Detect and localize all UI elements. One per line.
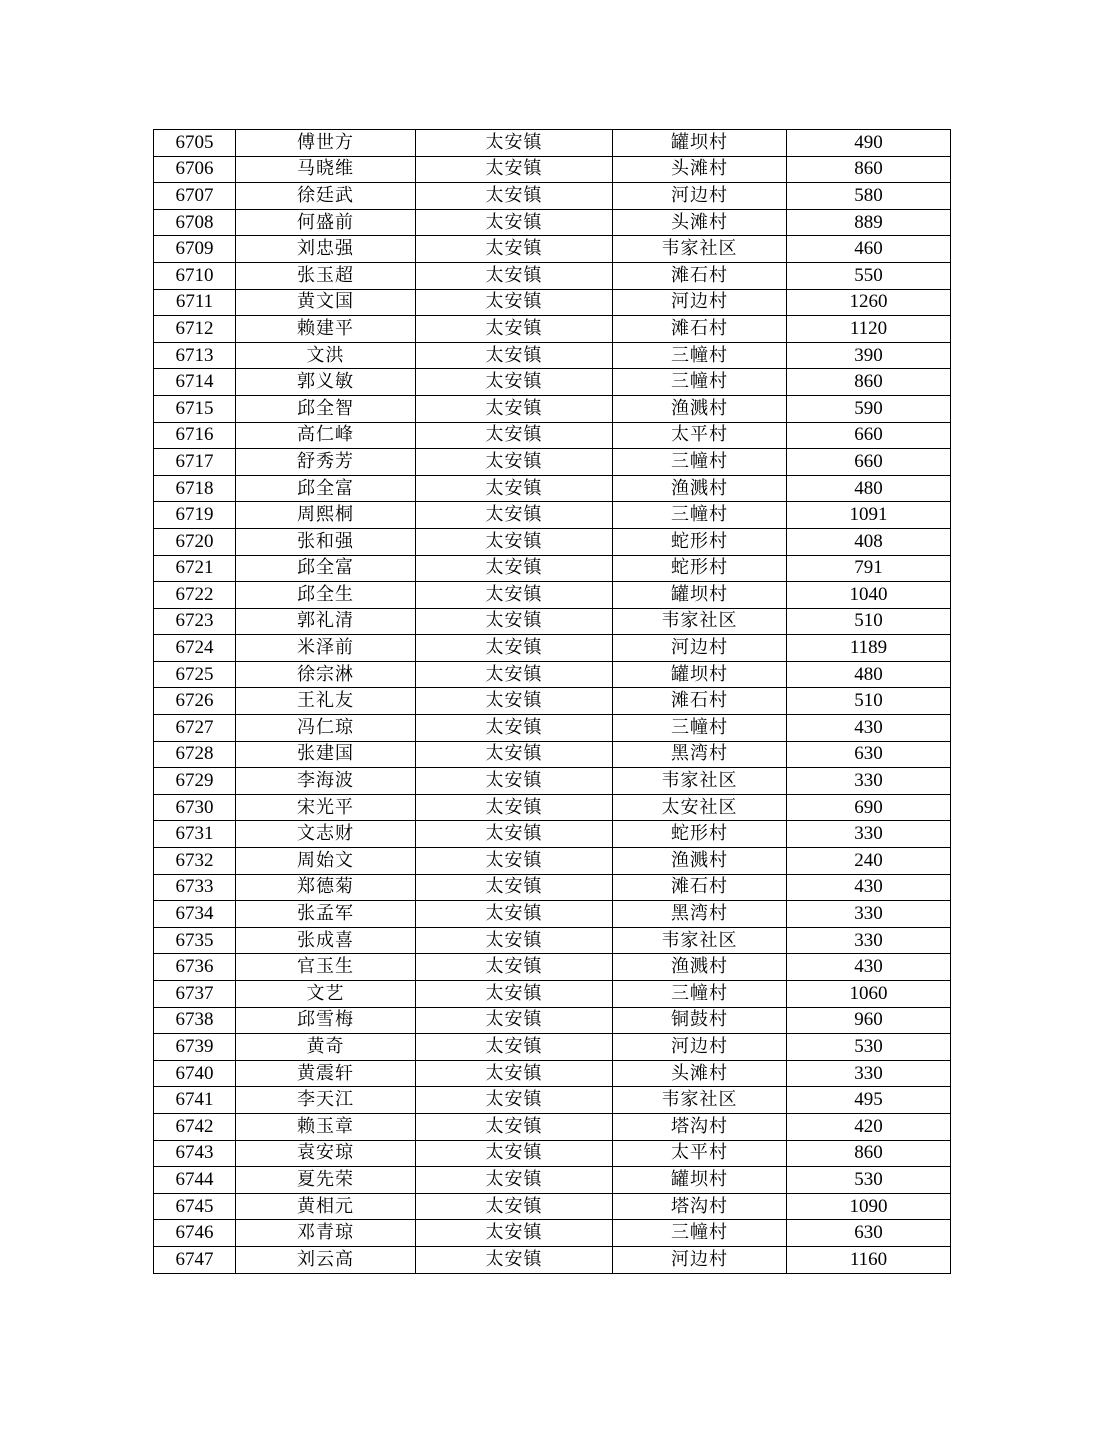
table-row (154, 688, 951, 715)
table-row (154, 369, 951, 396)
village-cell: 渔溅村 (613, 848, 787, 875)
table-row (154, 954, 951, 981)
amount-cell: 510 (787, 608, 951, 635)
table-row (154, 741, 951, 768)
row-number-cell: 6735 (154, 927, 236, 954)
name-cell: 何盛前 (236, 209, 416, 236)
name-cell: 李天江 (236, 1087, 416, 1114)
village-cell: 河边村 (613, 1034, 787, 1061)
amount-cell: 690 (787, 794, 951, 821)
village-cell: 渔溅村 (613, 395, 787, 422)
row-number-cell: 6736 (154, 954, 236, 981)
table-row (154, 1220, 951, 1247)
amount-cell: 430 (787, 954, 951, 981)
name-cell: 郭礼清 (236, 608, 416, 635)
name-cell: 刘云高 (236, 1246, 416, 1273)
village-cell: 头滩村 (613, 156, 787, 183)
town-cell: 太安镇 (416, 635, 613, 662)
village-cell: 蛇形村 (613, 821, 787, 848)
name-cell: 傅世方 (236, 130, 416, 157)
row-number-cell: 6737 (154, 981, 236, 1008)
village-cell: 罐坝村 (613, 1167, 787, 1194)
name-cell: 张玉超 (236, 262, 416, 289)
village-cell: 蛇形村 (613, 528, 787, 555)
name-cell: 袁安琼 (236, 1140, 416, 1167)
amount-cell: 420 (787, 1113, 951, 1140)
amount-cell: 330 (787, 821, 951, 848)
town-cell: 太安镇 (416, 262, 613, 289)
row-number-cell: 6726 (154, 688, 236, 715)
name-cell: 李海波 (236, 768, 416, 795)
town-cell: 太安镇 (416, 1246, 613, 1273)
row-number-cell: 6720 (154, 528, 236, 555)
table-row (154, 130, 951, 157)
amount-cell: 860 (787, 156, 951, 183)
village-cell: 韦家社区 (613, 1087, 787, 1114)
name-cell: 文洪 (236, 342, 416, 369)
name-cell: 赖玉章 (236, 1113, 416, 1140)
table-row (154, 236, 951, 263)
table-row (154, 289, 951, 316)
row-number-cell: 6714 (154, 369, 236, 396)
amount-cell: 330 (787, 768, 951, 795)
village-cell: 滩石村 (613, 874, 787, 901)
row-number-cell: 6733 (154, 874, 236, 901)
table-row (154, 316, 951, 343)
amount-cell: 460 (787, 236, 951, 263)
amount-cell: 860 (787, 1140, 951, 1167)
town-cell: 太安镇 (416, 741, 613, 768)
amount-cell: 330 (787, 927, 951, 954)
town-cell: 太安镇 (416, 369, 613, 396)
town-cell: 太安镇 (416, 1060, 613, 1087)
name-cell: 高仁峰 (236, 422, 416, 449)
town-cell: 太安镇 (416, 1220, 613, 1247)
amount-cell: 390 (787, 342, 951, 369)
table-row (154, 635, 951, 662)
row-number-cell: 6715 (154, 395, 236, 422)
village-cell: 太平村 (613, 422, 787, 449)
table-row (154, 715, 951, 742)
town-cell: 太安镇 (416, 954, 613, 981)
row-number-cell: 6732 (154, 848, 236, 875)
row-number-cell: 6721 (154, 555, 236, 582)
name-cell: 张和强 (236, 528, 416, 555)
town-cell: 太安镇 (416, 794, 613, 821)
row-number-cell: 6734 (154, 901, 236, 928)
table-row (154, 502, 951, 529)
village-cell: 黑湾村 (613, 741, 787, 768)
name-cell: 赖建平 (236, 316, 416, 343)
town-cell: 太安镇 (416, 156, 613, 183)
row-number-cell: 6713 (154, 342, 236, 369)
town-cell: 太安镇 (416, 528, 613, 555)
amount-cell: 480 (787, 475, 951, 502)
village-cell: 渔溅村 (613, 475, 787, 502)
amount-cell: 1090 (787, 1193, 951, 1220)
table-row (154, 475, 951, 502)
amount-cell: 1060 (787, 981, 951, 1008)
name-cell: 郑德菊 (236, 874, 416, 901)
row-number-cell: 6742 (154, 1113, 236, 1140)
village-cell: 河边村 (613, 635, 787, 662)
table-row (154, 262, 951, 289)
name-cell: 徐廷武 (236, 183, 416, 210)
village-cell: 罐坝村 (613, 661, 787, 688)
table-row (154, 1007, 951, 1034)
table-row (154, 901, 951, 928)
name-cell: 徐宗淋 (236, 661, 416, 688)
amount-cell: 530 (787, 1034, 951, 1061)
town-cell: 太安镇 (416, 183, 613, 210)
row-number-cell: 6724 (154, 635, 236, 662)
village-cell: 头滩村 (613, 209, 787, 236)
name-cell: 米泽前 (236, 635, 416, 662)
village-cell: 蛇形村 (613, 555, 787, 582)
village-cell: 塔沟村 (613, 1113, 787, 1140)
name-cell: 邱全富 (236, 475, 416, 502)
town-cell: 太安镇 (416, 130, 613, 157)
town-cell: 太安镇 (416, 1034, 613, 1061)
town-cell: 太安镇 (416, 555, 613, 582)
table-row (154, 555, 951, 582)
town-cell: 太安镇 (416, 927, 613, 954)
village-cell: 韦家社区 (613, 927, 787, 954)
row-number-cell: 6725 (154, 661, 236, 688)
town-cell: 太安镇 (416, 1087, 613, 1114)
amount-cell: 240 (787, 848, 951, 875)
village-cell: 河边村 (613, 183, 787, 210)
town-cell: 太安镇 (416, 1007, 613, 1034)
row-number-cell: 6739 (154, 1034, 236, 1061)
name-cell: 文艺 (236, 981, 416, 1008)
village-cell: 太平村 (613, 1140, 787, 1167)
village-cell: 头滩村 (613, 1060, 787, 1087)
table-row (154, 768, 951, 795)
amount-cell: 490 (787, 130, 951, 157)
table-row (154, 927, 951, 954)
amount-cell: 510 (787, 688, 951, 715)
name-cell: 黄震轩 (236, 1060, 416, 1087)
village-cell: 三幢村 (613, 369, 787, 396)
row-number-cell: 6706 (154, 156, 236, 183)
row-number-cell: 6712 (154, 316, 236, 343)
village-cell: 三幢村 (613, 342, 787, 369)
row-number-cell: 6711 (154, 289, 236, 316)
table-row (154, 661, 951, 688)
table-row (154, 1140, 951, 1167)
row-number-cell: 6741 (154, 1087, 236, 1114)
town-cell: 太安镇 (416, 236, 613, 263)
name-cell: 舒秀芳 (236, 449, 416, 476)
table-row (154, 528, 951, 555)
row-number-cell: 6707 (154, 183, 236, 210)
town-cell: 太安镇 (416, 395, 613, 422)
table-body (154, 130, 951, 1274)
row-number-cell: 6727 (154, 715, 236, 742)
amount-cell: 1189 (787, 635, 951, 662)
row-number-cell: 6729 (154, 768, 236, 795)
amount-cell: 530 (787, 1167, 951, 1194)
town-cell: 太安镇 (416, 848, 613, 875)
table-row (154, 794, 951, 821)
town-cell: 太安镇 (416, 342, 613, 369)
row-number-cell: 6716 (154, 422, 236, 449)
row-number-cell: 6705 (154, 130, 236, 157)
table-row (154, 582, 951, 609)
table-row (154, 981, 951, 1008)
town-cell: 太安镇 (416, 209, 613, 236)
village-cell: 韦家社区 (613, 236, 787, 263)
town-cell: 太安镇 (416, 688, 613, 715)
row-number-cell: 6747 (154, 1246, 236, 1273)
town-cell: 太安镇 (416, 475, 613, 502)
name-cell: 邓青琼 (236, 1220, 416, 1247)
village-cell: 黑湾村 (613, 901, 787, 928)
village-cell: 韦家社区 (613, 768, 787, 795)
name-cell: 周熙桐 (236, 502, 416, 529)
name-cell: 张建国 (236, 741, 416, 768)
row-number-cell: 6743 (154, 1140, 236, 1167)
town-cell: 太安镇 (416, 715, 613, 742)
row-number-cell: 6719 (154, 502, 236, 529)
amount-cell: 1160 (787, 1246, 951, 1273)
amount-cell: 660 (787, 449, 951, 476)
town-cell: 太安镇 (416, 768, 613, 795)
village-cell: 太安社区 (613, 794, 787, 821)
amount-cell: 408 (787, 528, 951, 555)
amount-cell: 630 (787, 1220, 951, 1247)
row-number-cell: 6740 (154, 1060, 236, 1087)
village-cell: 河边村 (613, 289, 787, 316)
amount-cell: 550 (787, 262, 951, 289)
amount-cell: 1040 (787, 582, 951, 609)
table-row (154, 1087, 951, 1114)
name-cell: 文志财 (236, 821, 416, 848)
table-row (154, 1246, 951, 1273)
data-table (153, 129, 951, 1274)
town-cell: 太安镇 (416, 901, 613, 928)
table-row (154, 449, 951, 476)
name-cell: 刘忠强 (236, 236, 416, 263)
village-cell: 三幢村 (613, 449, 787, 476)
amount-cell: 495 (787, 1087, 951, 1114)
amount-cell: 960 (787, 1007, 951, 1034)
row-number-cell: 6746 (154, 1220, 236, 1247)
town-cell: 太安镇 (416, 874, 613, 901)
name-cell: 黄文国 (236, 289, 416, 316)
town-cell: 太安镇 (416, 1167, 613, 1194)
name-cell: 黄相元 (236, 1193, 416, 1220)
village-cell: 滩石村 (613, 688, 787, 715)
row-number-cell: 6722 (154, 582, 236, 609)
name-cell: 夏先荣 (236, 1167, 416, 1194)
amount-cell: 580 (787, 183, 951, 210)
village-cell: 三幢村 (613, 502, 787, 529)
town-cell: 太安镇 (416, 316, 613, 343)
village-cell: 滩石村 (613, 262, 787, 289)
table-row (154, 156, 951, 183)
row-number-cell: 6709 (154, 236, 236, 263)
town-cell: 太安镇 (416, 449, 613, 476)
table-row (154, 1060, 951, 1087)
name-cell: 张孟军 (236, 901, 416, 928)
village-cell: 三幢村 (613, 981, 787, 1008)
row-number-cell: 6728 (154, 741, 236, 768)
row-number-cell: 6710 (154, 262, 236, 289)
table-row (154, 1034, 951, 1061)
village-cell: 韦家社区 (613, 608, 787, 635)
village-cell: 渔溅村 (613, 954, 787, 981)
name-cell: 马晓维 (236, 156, 416, 183)
town-cell: 太安镇 (416, 821, 613, 848)
amount-cell: 791 (787, 555, 951, 582)
amount-cell: 1120 (787, 316, 951, 343)
amount-cell: 860 (787, 369, 951, 396)
town-cell: 太安镇 (416, 1193, 613, 1220)
table-row (154, 342, 951, 369)
name-cell: 郭义敏 (236, 369, 416, 396)
table-row (154, 422, 951, 449)
amount-cell: 630 (787, 741, 951, 768)
name-cell: 邱全富 (236, 555, 416, 582)
town-cell: 太安镇 (416, 981, 613, 1008)
name-cell: 王礼友 (236, 688, 416, 715)
amount-cell: 889 (787, 209, 951, 236)
row-number-cell: 6723 (154, 608, 236, 635)
row-number-cell: 6738 (154, 1007, 236, 1034)
town-cell: 太安镇 (416, 1113, 613, 1140)
village-cell: 罐坝村 (613, 582, 787, 609)
amount-cell: 660 (787, 422, 951, 449)
name-cell: 邱全生 (236, 582, 416, 609)
row-number-cell: 6730 (154, 794, 236, 821)
amount-cell: 590 (787, 395, 951, 422)
town-cell: 太安镇 (416, 582, 613, 609)
village-cell: 三幢村 (613, 715, 787, 742)
table-row (154, 209, 951, 236)
row-number-cell: 6708 (154, 209, 236, 236)
town-cell: 太安镇 (416, 608, 613, 635)
amount-cell: 430 (787, 715, 951, 742)
table-row (154, 608, 951, 635)
amount-cell: 1260 (787, 289, 951, 316)
table-row (154, 1167, 951, 1194)
town-cell: 太安镇 (416, 1140, 613, 1167)
table-row (154, 821, 951, 848)
table-row (154, 395, 951, 422)
table-row (154, 1193, 951, 1220)
town-cell: 太安镇 (416, 422, 613, 449)
village-cell: 滩石村 (613, 316, 787, 343)
row-number-cell: 6717 (154, 449, 236, 476)
name-cell: 周始文 (236, 848, 416, 875)
table-row (154, 1113, 951, 1140)
name-cell: 官玉生 (236, 954, 416, 981)
name-cell: 邱雪梅 (236, 1007, 416, 1034)
village-cell: 三幢村 (613, 1220, 787, 1247)
amount-cell: 430 (787, 874, 951, 901)
name-cell: 黄奇 (236, 1034, 416, 1061)
row-number-cell: 6744 (154, 1167, 236, 1194)
town-cell: 太安镇 (416, 502, 613, 529)
name-cell: 张成喜 (236, 927, 416, 954)
village-cell: 铜鼓村 (613, 1007, 787, 1034)
amount-cell: 480 (787, 661, 951, 688)
amount-cell: 330 (787, 901, 951, 928)
village-cell: 罐坝村 (613, 130, 787, 157)
name-cell: 冯仁琼 (236, 715, 416, 742)
amount-cell: 1091 (787, 502, 951, 529)
name-cell: 邱全智 (236, 395, 416, 422)
village-cell: 河边村 (613, 1246, 787, 1273)
name-cell: 宋光平 (236, 794, 416, 821)
table-row (154, 848, 951, 875)
village-cell: 塔沟村 (613, 1193, 787, 1220)
town-cell: 太安镇 (416, 661, 613, 688)
table-row (154, 183, 951, 210)
town-cell: 太安镇 (416, 289, 613, 316)
table-row (154, 874, 951, 901)
row-number-cell: 6745 (154, 1193, 236, 1220)
row-number-cell: 6731 (154, 821, 236, 848)
amount-cell: 330 (787, 1060, 951, 1087)
row-number-cell: 6718 (154, 475, 236, 502)
